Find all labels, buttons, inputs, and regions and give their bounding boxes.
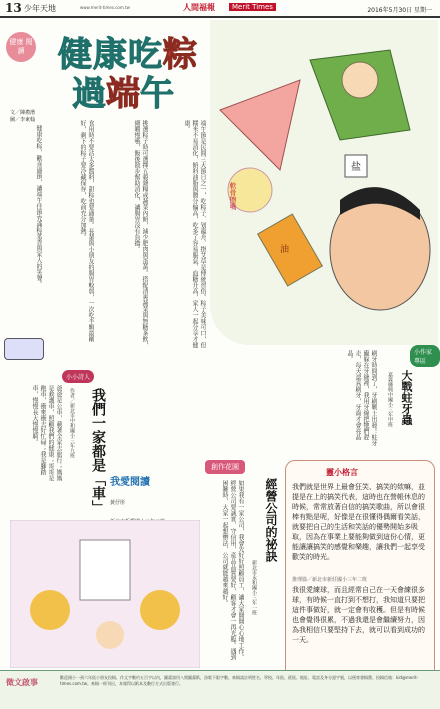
creative-author: 新北市永和國小三年一班 <box>251 560 257 615</box>
oil-bottle-icon <box>258 214 323 286</box>
child-face-icon <box>342 62 378 98</box>
byline-illustrator: 圖／李東翰 <box>10 117 36 123</box>
feature-column-2: 挑選粽子時可選擇五穀雜糧或蔬菜內餡，減少肥肉與蛋黃。搭配清爽蔬菜與無糖茶飲，細嚼慢嚥，飯後散步幫助消化，讓腸胃沒有負擔。 <box>133 120 148 348</box>
kid-poet-tag: 小小詩人 <box>62 370 94 383</box>
submission-notice <box>0 670 440 709</box>
creative-title: 經營公司的祕訣 <box>264 478 278 562</box>
feature-column-4: 健康吃粽，歡喜過節，讓端午佳節充滿粽葉香與家人的笑聲。 <box>35 125 42 287</box>
page-number: 13 <box>5 1 22 15</box>
title-part: 過 <box>72 74 106 114</box>
zongzi-illustration <box>210 20 438 345</box>
kid-poem-body: 爸爸是公車，載著全家去旅行；媽媽是救護車，照顧我們的健康；哥哥是跑車，衝來衝去好忙碌；我是腳踏車，慢慢長大慢慢騎。 <box>31 385 62 481</box>
submission-title: 徵文啟事 <box>6 678 38 687</box>
issue-date: 2016年5月30日 星期一 <box>367 7 432 14</box>
proverb-text-2: 我很愛練球，而且經常自己在一天會練很多球，有時候一直打到不想打，我知道只要把這件事做好，就一定會有收穫。但是有時候也會覺得很累，不過我還是會繼續努力，因為我相信只要堅持下去，就可以看到成功的一天。 <box>292 586 425 644</box>
section-name: 少年天地 <box>24 4 56 13</box>
creative-garden-tag: 創作花園 <box>205 460 245 474</box>
feature-column-1: 端午節是民間三大節日之一，吃粽子、划龍舟、掛艾草是傳統習俗。粽子美味可口，但糯米不易消化，餡料油脂與鹽分偏高，吃多了容易脹氣、血糖升高，家人一起分享才健康。 <box>183 120 206 348</box>
creative-body: 如果我有一家公司，我會先好好照顧員工，讓大家開開心心地工作。經營公司要誠實、守信用，產品品質要好，顧客才會一再光臨。遇到困難時，大家一起想辦法，公司就能越來越好。 <box>221 480 244 660</box>
byline-author: 文／陳禮潛 <box>10 110 36 116</box>
oil-bottle-label: 油 <box>280 245 290 255</box>
newspaper-logo: 人間福報 <box>183 2 215 12</box>
page-header <box>0 0 440 18</box>
proverb-title: 靈小格言 <box>326 468 358 477</box>
health-reading-badge: 健康 閱讀 <box>6 32 36 62</box>
proverb-author: 推理篇／新北市新莊國小三年二班 <box>292 577 368 583</box>
title-part-highlight: 粽 <box>163 35 198 75</box>
proverb-text-1: 我們就是世界上最會狂笑、搞笑的欸嘛，並提是在上的搞笑代表，這時也在營帳休息的時候，常常放著自信的搞笑歌曲，所以會很棒有點是呢，好像是在很懂得偶爾看笑話，就要把自己的生活和笑話的優勢開始多吸取，因為在事業上要能夠做到這份心情，更能讓讓搞笑的感覺和樂趣，讓我們一起享受歡笑的時光。 <box>292 483 425 561</box>
title-part: 健康吃 <box>58 35 163 75</box>
byline <box>10 110 35 124</box>
flower-sign-label: 軟骨擦嘴 <box>229 182 237 210</box>
kid-writer-tag: 小作家專區 <box>410 345 440 367</box>
reading-section <box>110 470 250 510</box>
submission-text: 歡迎國小一到六年級小朋友投稿，作文字數約五百字以內，圖畫請用八開圖畫紙，詩歌不限字數。來稿請註明姓名、學校、年級、班級、地址、電話及身分證字號，以便寄發稿費。投稿信箱：kid@merit-times.com.tw。來稿一經刊出，本報得以紙本及數位方式出版發行。 <box>60 675 419 686</box>
child-drawing <box>10 520 200 668</box>
kid-poem-author: 作者／新北市中和國小三年九班 <box>69 388 75 458</box>
sunflower-icon <box>30 590 70 630</box>
bus-icon <box>4 338 44 360</box>
newspaper-logo-en: Merit Times <box>229 3 276 11</box>
salt-sign-label: 盐 <box>351 162 361 173</box>
rice-dumpling-shape <box>220 80 300 170</box>
door-icon <box>80 540 130 600</box>
kid-writer-title: 大戰蛀牙蟲 <box>400 370 413 425</box>
proverb-callout <box>285 460 435 697</box>
kid-writer-body: 刷牙時間到了，牙刷戰士出發！蛀牙蟲躲在牙縫裡，我用牙線把牠們趕走，每天認真刷牙，牙齒才會亮晶晶。 <box>346 350 377 446</box>
title-part: 午 <box>140 74 174 114</box>
kid-poem-title: 我們一家都是「車」 <box>90 388 106 514</box>
child-figure-icon <box>96 621 124 649</box>
kid-writer-author: 嘉義縣興中國小三年甲班 <box>387 372 393 427</box>
feature-illustration <box>210 20 438 345</box>
feature-title-line2 <box>72 66 174 115</box>
feature-column-3: 食用時不要沾太多醬料，甜粽也要適量。長輩與小朋友的腸胃較弱，一次吃半顆最剛好，剩下的粽子要冷藏保存，吃前充分加熱。 <box>79 120 94 342</box>
reading-title: 我愛閱讀 <box>110 477 150 488</box>
sunflower-icon <box>140 590 180 630</box>
reading-author: 黃仔彤 <box>110 500 126 506</box>
title-part-highlight: 端 <box>106 74 140 114</box>
site-url[interactable]: www.merit-times.com.tw <box>80 5 130 10</box>
